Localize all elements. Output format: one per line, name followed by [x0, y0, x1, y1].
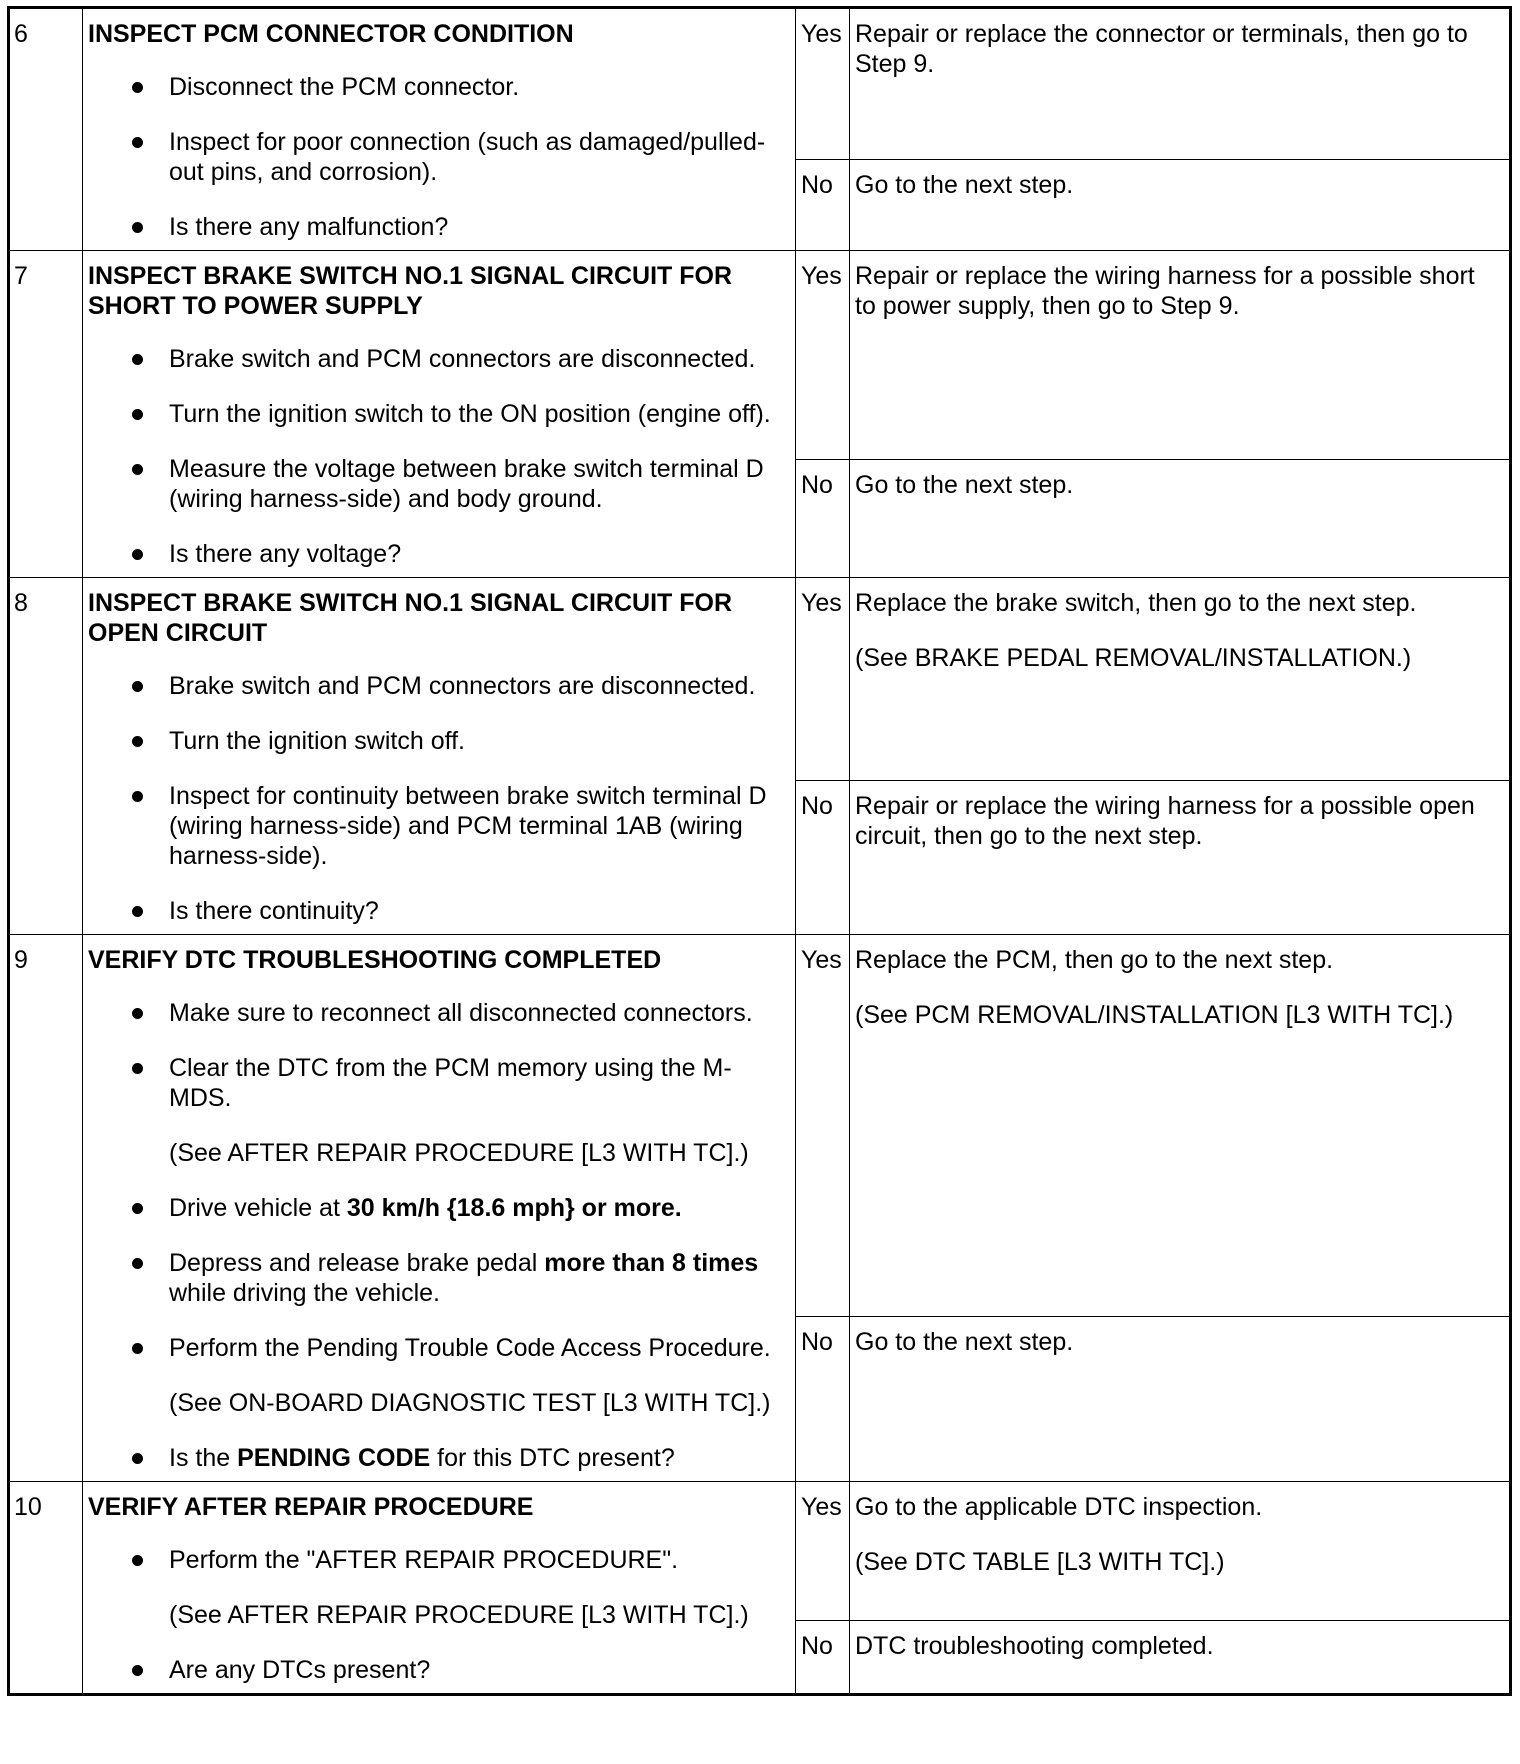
step-title: VERIFY AFTER REPAIR PROCEDURE: [88, 1493, 534, 1521]
bullet-item: Are any DTCs present?: [88, 1655, 783, 1685]
bullet-item: Disconnect the PCM connector.: [88, 72, 783, 102]
troubleshooting-table: [7, 6, 1512, 1696]
step-number: 10: [9, 1482, 83, 1695]
step-title: INSPECT PCM CONNECTOR CONDITION: [88, 20, 574, 48]
no-label: No: [796, 1621, 850, 1695]
bullet-item: Brake switch and PCM connectors are disconnected.: [88, 344, 783, 374]
step-title: INSPECT BRAKE SWITCH NO.1 SIGNAL CIRCUIT FOR SHORT TO POWER SUPPLY: [88, 262, 733, 320]
step-row-8: [9, 578, 1511, 781]
step-number: 7: [9, 251, 83, 578]
yes-label: Yes: [796, 251, 850, 460]
yes-result: Replace the PCM, then go to the next step. (See PCM REMOVAL/INSTALLATION [L3 WITH TC].): [850, 935, 1511, 1317]
yes-result: Repair or replace the connector or terminals, then go to Step 9.: [850, 8, 1511, 160]
reference-note: (See AFTER REPAIR PROCEDURE [L3 WITH TC].): [169, 1139, 749, 1167]
bullet-icon: [132, 1203, 143, 1214]
step-row-6: [9, 8, 1511, 160]
bullet-icon: [132, 1453, 143, 1464]
bullet-icon: [132, 681, 143, 692]
step-action: [83, 578, 796, 935]
bullet-icon: [132, 137, 143, 148]
yes-result: Repair or replace the wiring harness for a possible short to power supply, then go to Step 9.: [850, 251, 1511, 460]
bullet-item: Turn the ignition switch off.: [88, 726, 783, 756]
step-row-10: [9, 1482, 1511, 1621]
step-row-7: [9, 251, 1511, 460]
bullet-item: Inspect for poor connection (such as damaged/pulled-out pins, and corrosion).: [88, 127, 783, 187]
bullet-item: Clear the DTC from the PCM memory using the M-MDS.: [88, 1053, 783, 1113]
no-label: No: [796, 460, 850, 578]
bullet-item: Measure the voltage between brake switch terminal D (wiring harness-side) and body ground.: [88, 454, 783, 514]
bullet-item: Perform the Pending Trouble Code Access Procedure.: [88, 1333, 783, 1363]
bullet-item: Inspect for continuity between brake switch terminal D (wiring harness-side) and PCM terminal 1AB (wiring harness-side).: [88, 781, 783, 871]
bullet-icon: [132, 791, 143, 802]
bullet-icon: [132, 1665, 143, 1676]
bullet-item: Depress and release brake pedal more than 8 times while driving the vehicle.: [88, 1248, 783, 1308]
no-result: Go to the next step.: [850, 160, 1511, 251]
bullet-icon: [132, 736, 143, 747]
bullet-item: Is there any malfunction?: [88, 212, 783, 242]
bullet-icon: [132, 1008, 143, 1019]
bullet-icon: [132, 549, 143, 560]
yes-label: Yes: [796, 1482, 850, 1621]
bullet-icon: [132, 222, 143, 233]
bullet-item: Make sure to reconnect all disconnected connectors.: [88, 998, 783, 1028]
yes-result: Go to the applicable DTC inspection. (See DTC TABLE [L3 WITH TC].): [850, 1482, 1511, 1621]
bullet-icon: [132, 1343, 143, 1354]
bullet-icon: [132, 1063, 143, 1074]
step-action: [83, 251, 796, 578]
reference-note: (See ON-BOARD DIAGNOSTIC TEST [L3 WITH TC].): [169, 1389, 771, 1417]
bullet-icon: [132, 82, 143, 93]
step-action: [83, 935, 796, 1482]
step-title: VERIFY DTC TROUBLESHOOTING COMPLETED: [88, 946, 662, 974]
step-number: 6: [9, 8, 83, 251]
yes-label: Yes: [796, 578, 850, 781]
yes-result: Replace the brake switch, then go to the next step. (See BRAKE PEDAL REMOVAL/INSTALLATION.): [850, 578, 1511, 781]
bullet-item: Is there continuity?: [88, 896, 783, 926]
yes-label: Yes: [796, 935, 850, 1317]
step-title: INSPECT BRAKE SWITCH NO.1 SIGNAL CIRCUIT FOR OPEN CIRCUIT: [88, 589, 733, 647]
no-result: Go to the next step.: [850, 460, 1511, 578]
bullet-item: Is there any voltage?: [88, 539, 783, 569]
yes-label: Yes: [796, 8, 850, 160]
bullet-icon: [132, 1258, 143, 1269]
bullet-item: Turn the ignition switch to the ON position (engine off).: [88, 399, 783, 429]
bullet-icon: [132, 464, 143, 475]
reference-note: (See AFTER REPAIR PROCEDURE [L3 WITH TC].): [169, 1601, 749, 1629]
bullet-icon: [132, 354, 143, 365]
no-label: No: [796, 160, 850, 251]
no-result: DTC troubleshooting completed.: [850, 1621, 1511, 1695]
bullet-item: Perform the "AFTER REPAIR PROCEDURE".: [88, 1545, 783, 1575]
no-result: Go to the next step.: [850, 1317, 1511, 1482]
step-action: [83, 1482, 796, 1695]
bullet-item: Is the PENDING CODE for this DTC present?: [88, 1443, 783, 1473]
no-result: Repair or replace the wiring harness for a possible open circuit, then go to the next step.: [850, 781, 1511, 935]
bullet-icon: [132, 409, 143, 420]
bullet-item: Brake switch and PCM connectors are disconnected.: [88, 671, 783, 701]
step-number: 9: [9, 935, 83, 1482]
bullet-icon: [132, 906, 143, 917]
bullet-icon: [132, 1555, 143, 1566]
no-label: No: [796, 781, 850, 935]
step-number: 8: [9, 578, 83, 935]
no-label: No: [796, 1317, 850, 1482]
step-action: [83, 8, 796, 251]
step-row-9: [9, 935, 1511, 1317]
bullet-item: Drive vehicle at 30 km/h {18.6 mph} or more.: [88, 1193, 783, 1223]
